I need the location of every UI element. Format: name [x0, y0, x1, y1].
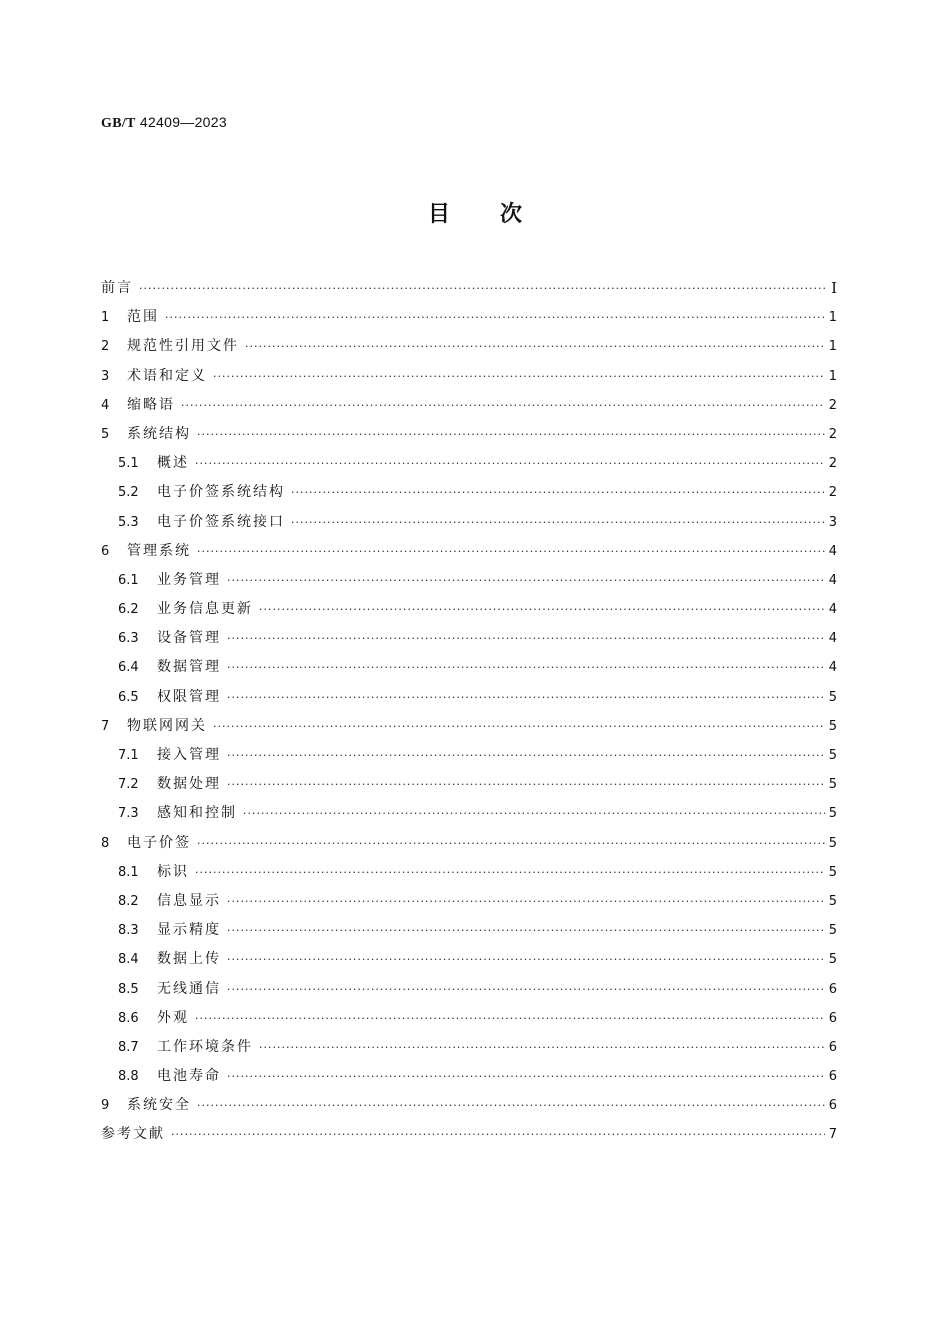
toc-entry[interactable]: [101, 683, 837, 712]
toc-entry-number: 6.1: [118, 572, 139, 588]
toc-entry-number: 1: [101, 310, 110, 326]
toc-entry-label: 电子价签系统接口: [157, 513, 285, 530]
toc-entry[interactable]: [101, 332, 837, 361]
toc-entry-number: 7.3: [118, 806, 139, 822]
toc-entry-number: 8.4: [118, 952, 139, 968]
dot-leader: [259, 595, 825, 624]
toc-entry-number: 5.2: [118, 485, 139, 501]
toc-entry-page: 3: [828, 514, 837, 530]
toc-entry-label: 业务信息更新: [157, 601, 253, 618]
dot-leader: [197, 829, 825, 858]
toc-entry-label: 数据处理: [157, 776, 221, 793]
toc-entry[interactable]: [101, 712, 837, 741]
toc-entry-page: 1: [828, 310, 837, 326]
toc-entry-page: 5: [828, 689, 837, 705]
toc-entry-label: 外观: [157, 1009, 189, 1026]
toc-entry-number: 2: [101, 339, 110, 355]
toc-entry-page: 2: [828, 456, 837, 472]
toc-entry-label: 无线通信: [157, 980, 221, 997]
toc-entry-label: 电子价签: [127, 834, 191, 851]
toc-entry-label: 范围: [127, 309, 159, 326]
standard-prefix: GB/T: [101, 116, 136, 131]
toc-entry-page: 5: [828, 835, 837, 851]
toc-entry-label: 数据上传: [157, 951, 221, 968]
dot-leader: [197, 537, 825, 566]
toc-entry-page: 5: [828, 806, 837, 822]
toc-entry-label: 数据管理: [157, 659, 221, 676]
toc-entry-page: 4: [828, 543, 837, 559]
toc-entry-label: 参考文献: [101, 1126, 165, 1143]
toc-entry[interactable]: [101, 362, 837, 391]
dot-leader: [197, 1091, 825, 1120]
dot-leader: [291, 508, 825, 537]
toc-entry-page: 5: [828, 864, 837, 880]
toc-entry[interactable]: [101, 858, 837, 887]
toc-entry[interactable]: [101, 829, 837, 858]
dot-leader: [165, 303, 825, 332]
dot-leader: [291, 478, 825, 507]
toc-entry[interactable]: [101, 1033, 837, 1062]
toc-entry-page: 5: [828, 923, 837, 939]
toc-entry-page: 5: [828, 893, 837, 909]
toc-entry-page: 6: [828, 981, 837, 997]
dot-leader: [243, 799, 825, 828]
toc-entry[interactable]: [101, 566, 837, 595]
toc-entry-page: 4: [828, 602, 837, 618]
toc-entry[interactable]: [101, 420, 837, 449]
dot-leader: [227, 975, 825, 1004]
toc-entry-number: 8.5: [118, 981, 139, 997]
toc-entry-label: 系统安全: [127, 1097, 191, 1114]
toc-entry-number: 5.3: [118, 514, 139, 530]
dot-leader: [227, 653, 825, 682]
toc-entry-page: 1: [828, 368, 837, 384]
toc-entry-number: 6.3: [118, 631, 139, 647]
toc-entry-page: 6: [828, 1069, 837, 1085]
dot-leader: [197, 420, 825, 449]
toc-entry-label: 规范性引用文件: [127, 338, 239, 355]
toc-entry[interactable]: [101, 975, 837, 1004]
toc-entry-label: 标识: [157, 863, 189, 880]
toc-entry[interactable]: [101, 449, 837, 478]
dot-leader: [227, 741, 825, 770]
toc-entry[interactable]: [101, 303, 837, 332]
toc-entry-number: 8.2: [118, 893, 139, 909]
toc-entry-label: 系统结构: [127, 425, 191, 442]
document-identifier: [101, 114, 227, 132]
toc-entry-number: 8.1: [118, 864, 139, 880]
dot-leader: [227, 1062, 825, 1091]
dot-leader: [227, 916, 825, 945]
toc-entry-label: 电池寿命: [157, 1068, 221, 1085]
toc-entry-label: 缩略语: [127, 396, 175, 413]
toc-entry-label: 信息显示: [157, 892, 221, 909]
dot-leader: [139, 274, 825, 303]
dot-leader: [245, 332, 825, 361]
toc-entry-label: 概述: [157, 455, 189, 472]
toc-entry-page: 2: [828, 426, 837, 442]
toc-entry-label: 显示精度: [157, 922, 221, 939]
dot-leader: [259, 1033, 825, 1062]
dot-leader: [181, 391, 825, 420]
toc-entry-page: 5: [828, 952, 837, 968]
dot-leader: [227, 945, 825, 974]
toc-entry-label: 业务管理: [157, 571, 221, 588]
toc-entry-number: 8.6: [118, 1010, 139, 1026]
toc-entry-page: 6: [828, 1010, 837, 1026]
toc-entry[interactable]: [101, 887, 837, 916]
toc-entry-label: 管理系统: [127, 542, 191, 559]
toc-entry-page: 6: [828, 1098, 837, 1114]
toc-entry[interactable]: [101, 1120, 837, 1149]
dot-leader: [227, 683, 825, 712]
toc-entry[interactable]: [101, 1004, 837, 1033]
toc-entry-number: 7.1: [118, 748, 139, 763]
dot-leader: [213, 712, 825, 741]
dot-leader: [195, 449, 825, 478]
toc-entry[interactable]: [101, 945, 837, 974]
toc-entry[interactable]: [101, 391, 837, 420]
toc-entry-page: 4: [828, 631, 837, 647]
toc-entry[interactable]: [101, 478, 837, 507]
toc-entry-label: 感知和控制: [157, 805, 237, 822]
toc-entry-number: 7: [101, 718, 110, 734]
toc-entry[interactable]: [101, 916, 837, 945]
dot-leader: [227, 887, 825, 916]
toc-entry-label: 工作环境条件: [157, 1038, 253, 1055]
toc-entry-number: 8.3: [118, 923, 139, 939]
toc-entry-number: 7.2: [118, 777, 139, 793]
toc-entry-page: 2: [828, 485, 837, 501]
toc-entry-number: 6.2: [118, 602, 139, 618]
toc-entry-page: 2: [828, 397, 837, 413]
toc-entry-label: 前言: [101, 280, 133, 296]
toc-entry-page: 7: [828, 1127, 837, 1143]
toc-title: 目次: [427, 202, 572, 227]
toc-entry-label: 物联网网关: [127, 717, 207, 734]
toc-entry[interactable]: [101, 1091, 837, 1120]
dot-leader: [227, 624, 825, 653]
toc-entry[interactable]: [101, 274, 837, 303]
table-of-contents: [101, 274, 837, 1150]
dot-leader: [195, 858, 825, 887]
toc-entry-number: 6.5: [118, 689, 139, 705]
toc-entry[interactable]: [101, 595, 837, 624]
toc-entry[interactable]: [101, 653, 837, 682]
toc-entry-page: 4: [828, 572, 837, 588]
toc-entry-label: 权限管理: [157, 688, 221, 705]
toc-entry-number: 5.1: [118, 456, 139, 472]
toc-entry[interactable]: [101, 537, 837, 566]
toc-entry-number: 6: [101, 543, 110, 559]
toc-entry-number: 3: [101, 368, 110, 384]
toc-entry-page: 5: [828, 748, 837, 763]
toc-entry-number: 8.7: [118, 1039, 139, 1055]
toc-entry-number: 9: [101, 1098, 110, 1114]
toc-entry-number: 8: [101, 835, 110, 851]
toc-entry-number: 5: [101, 426, 110, 442]
toc-entry[interactable]: [101, 1062, 837, 1091]
toc-entry-number: 8.8: [118, 1069, 139, 1085]
toc-entry[interactable]: [101, 799, 837, 828]
toc-entry-number: 6.4: [118, 660, 139, 676]
dot-leader: [195, 1004, 825, 1033]
toc-entry-page: 6: [828, 1039, 837, 1055]
toc-entry-label: 接入管理: [157, 747, 221, 763]
toc-entry-label: 电子价签系统结构: [157, 484, 285, 501]
toc-entry[interactable]: [101, 624, 837, 653]
dot-leader: [171, 1120, 825, 1149]
toc-entry-page: Ⅰ: [831, 279, 837, 297]
toc-entry[interactable]: [101, 508, 837, 537]
dot-leader: [227, 770, 825, 799]
standard-number: 42409—2023: [139, 114, 227, 130]
toc-entry[interactable]: [101, 770, 837, 799]
toc-entry[interactable]: [101, 741, 837, 770]
toc-entry-label: 设备管理: [157, 630, 221, 647]
dot-leader: [227, 566, 825, 595]
toc-entry-page: 1: [828, 339, 837, 355]
toc-entry-page: 5: [828, 718, 837, 734]
toc-entry-page: 5: [828, 777, 837, 793]
dot-leader: [213, 362, 825, 391]
toc-entry-page: 4: [828, 660, 837, 676]
toc-entry-number: 4: [101, 397, 110, 413]
toc-entry-label: 术语和定义: [127, 367, 207, 384]
